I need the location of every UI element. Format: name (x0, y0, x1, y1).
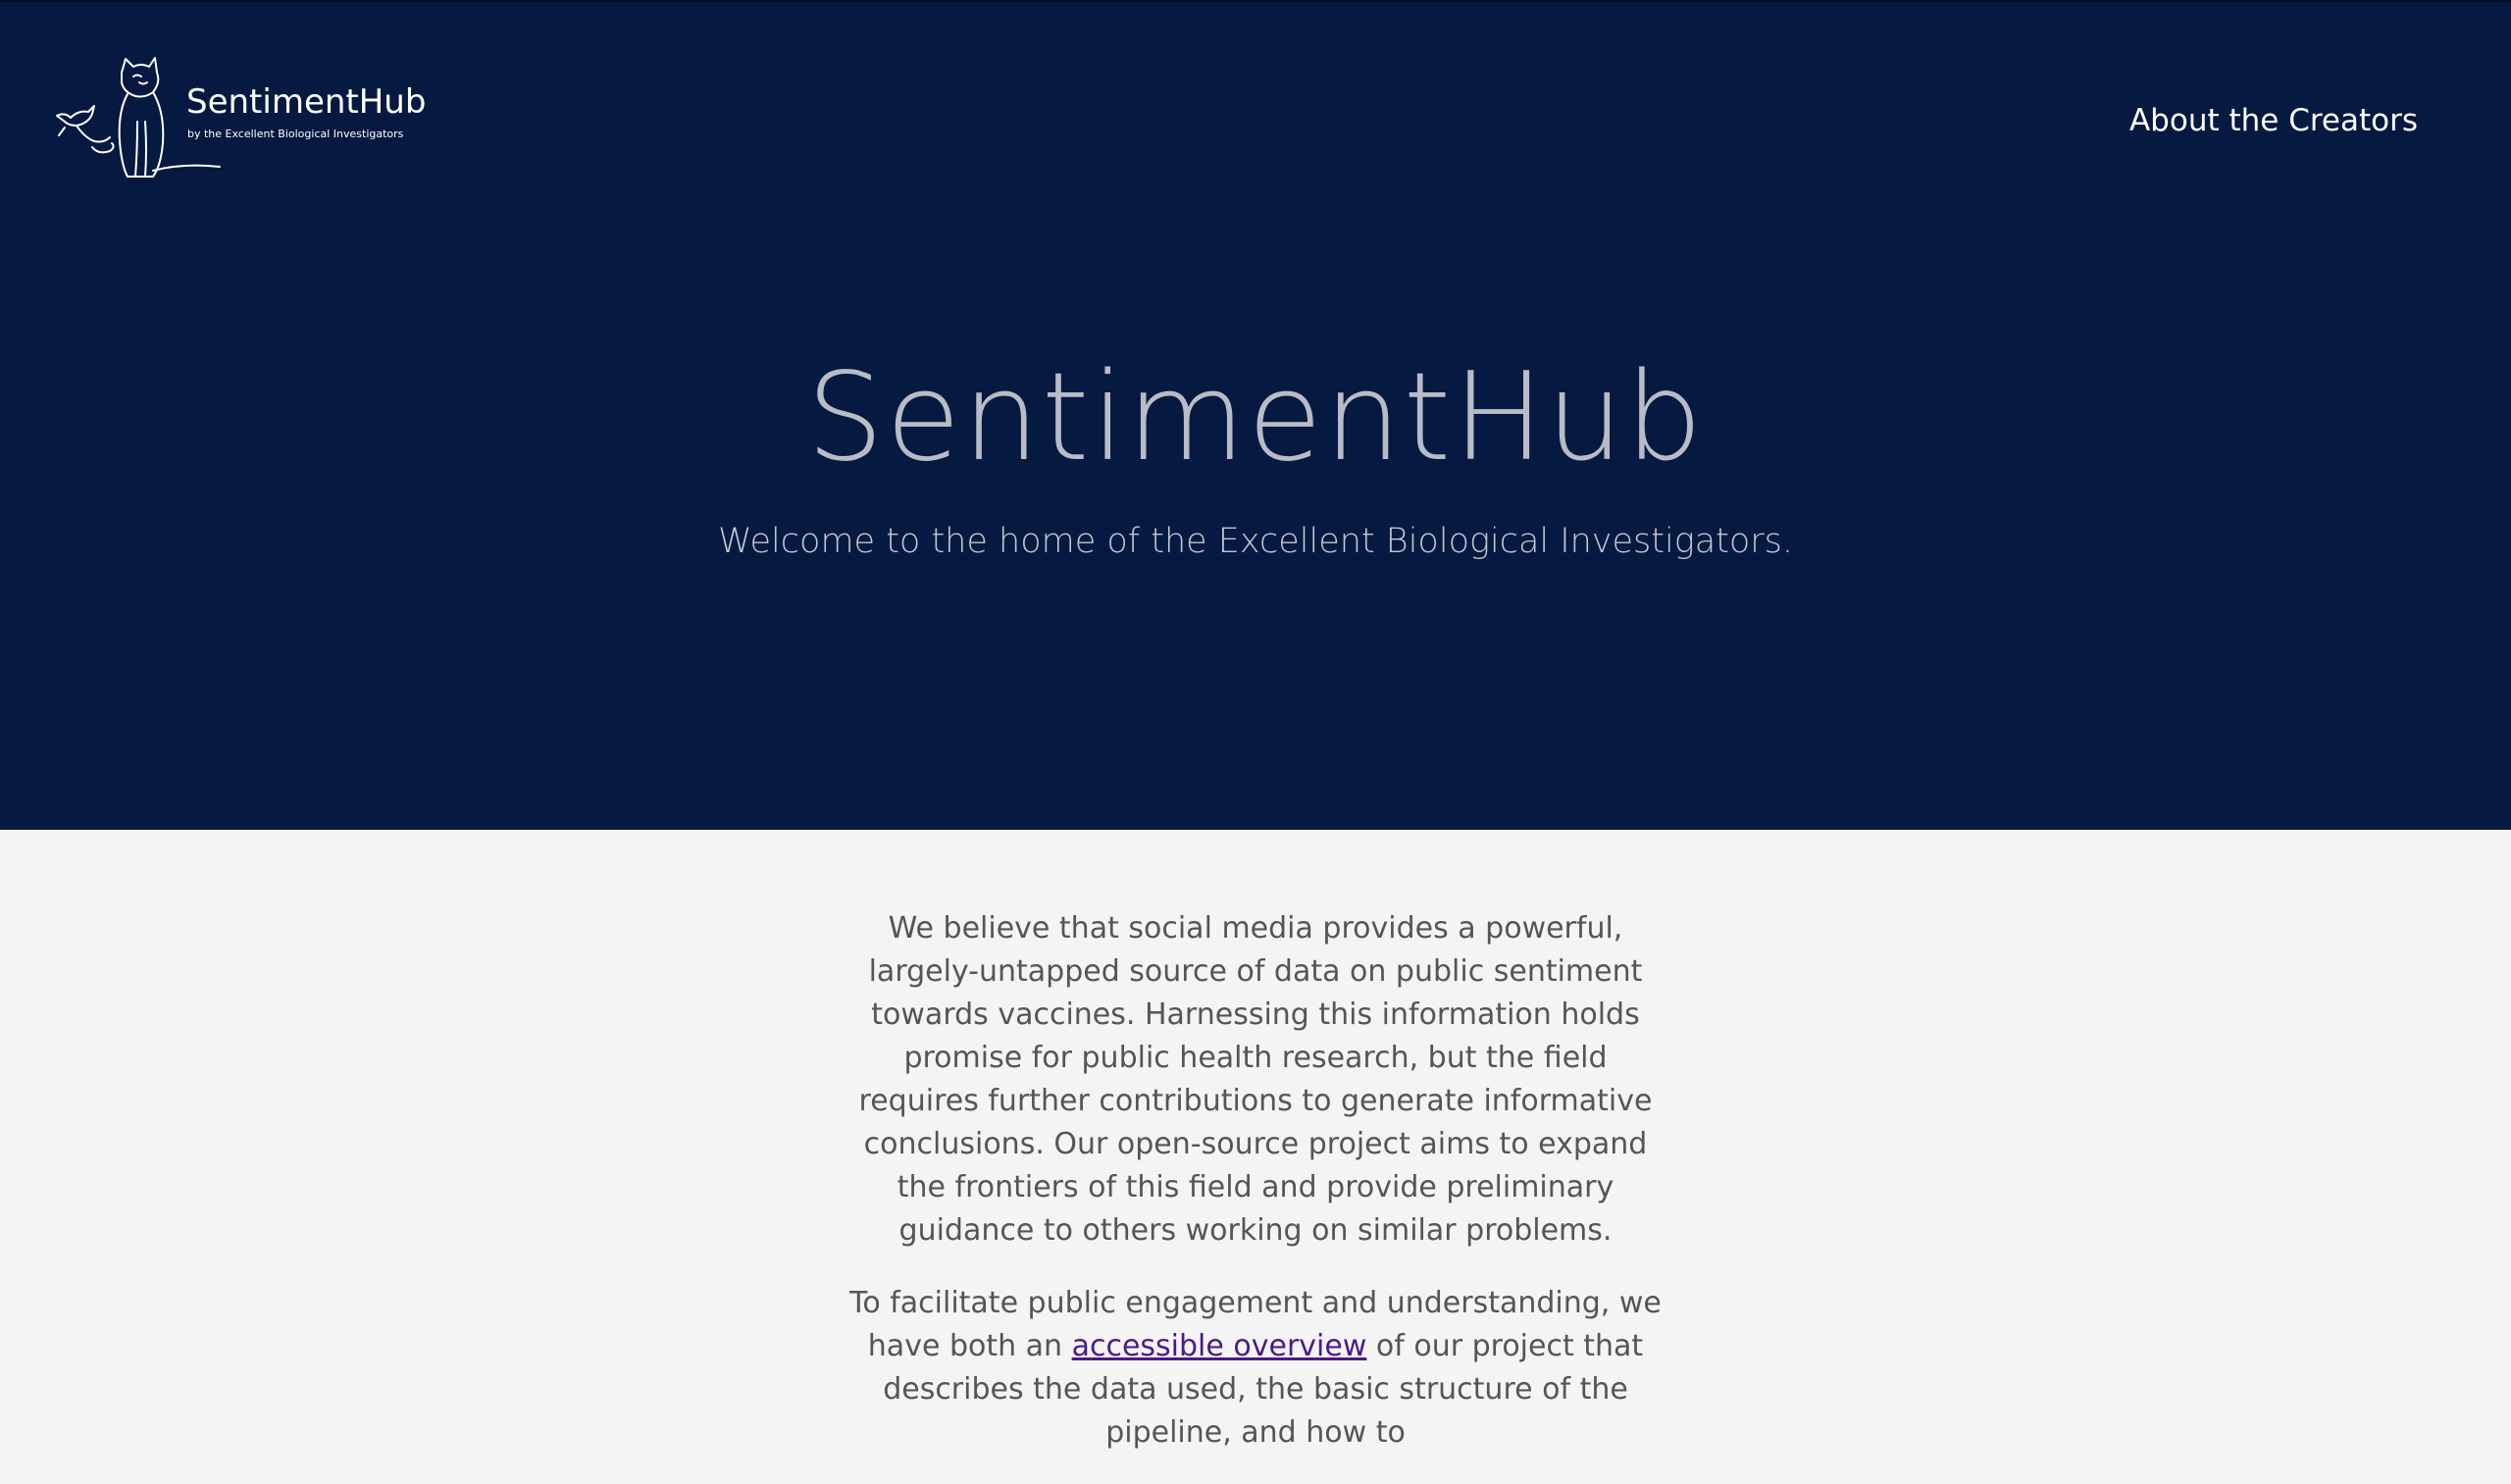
paragraph-2-text-start: To facilitate public engagement and understanding, we have both an (849, 1286, 1662, 1363)
logo-subtitle: by the Excellent Biological Investigators (187, 128, 404, 140)
site-logo[interactable] (55, 53, 427, 190)
accessible-overview-link[interactable]: accessible overview (1071, 1329, 1367, 1363)
cat-and-bird-logo-icon (55, 53, 231, 190)
logo-title: SentimentHub (186, 82, 427, 122)
paragraph-2-text-end: of our project that describes the data used, the basic structure of the pipeline, and how to (883, 1329, 1644, 1450)
intro-paragraph-1: We believe that social media provides a powerful, largely-untapped source of data on public sentiment towards vaccines. Harnessing this information holds promise for public health research, but the field requires further contributions to generate informative conclusions. Our open-source project aims to expand the frontiers of this field and provide preliminary guidance to others working on similar problems. (858, 911, 1653, 1248)
intro-content (844, 907, 1667, 1484)
nav-about-creators-link[interactable]: About the Creators (2128, 103, 2418, 138)
hero-title: SentimentHub (806, 347, 1705, 488)
intro-paragraph-2 (844, 1282, 1667, 1455)
hero-subtitle: Welcome to the home of the Excellent Biological Investigators. (717, 522, 1794, 561)
